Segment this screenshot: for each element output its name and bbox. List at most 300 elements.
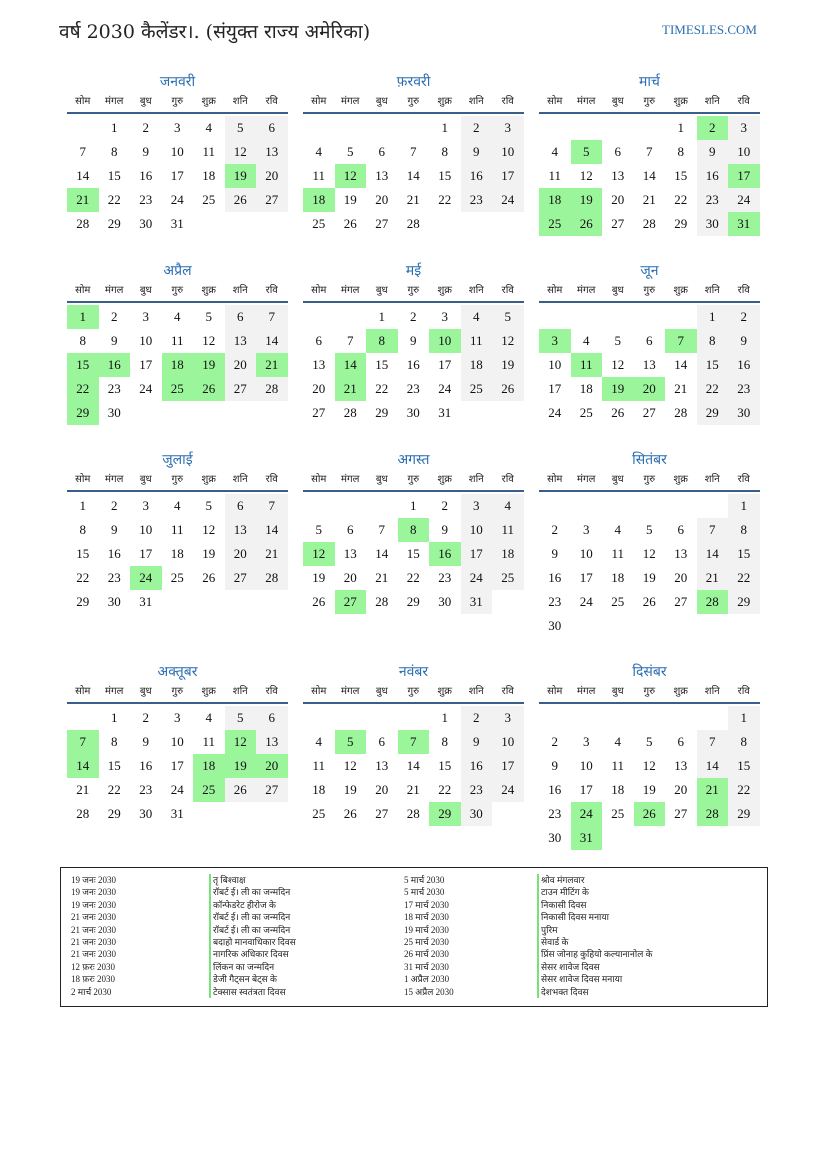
- day-cell[interactable]: 23: [697, 188, 729, 212]
- day-cell[interactable]: 22: [728, 778, 760, 802]
- day-cell[interactable]: 9: [551, 546, 558, 561]
- day-cell[interactable]: 2: [441, 498, 448, 513]
- site-link[interactable]: TIMESLES.COM: [662, 22, 757, 37]
- day-cell[interactable]: 2: [111, 309, 118, 324]
- day-cell[interactable]: 11: [548, 168, 562, 183]
- day-cell[interactable]: 21: [406, 192, 420, 207]
- day-cell[interactable]: 6: [347, 522, 354, 537]
- day-cell[interactable]: 31: [438, 405, 452, 420]
- day-cell[interactable]: 28: [375, 594, 389, 609]
- day-cell[interactable]: 5: [205, 309, 212, 324]
- day-cell[interactable]: 1: [79, 498, 86, 513]
- day-cell[interactable]: 16: [99, 353, 131, 377]
- day-cell[interactable]: 14: [406, 168, 420, 183]
- day-cell[interactable]: 22: [674, 192, 688, 207]
- day-cell[interactable]: 25: [579, 405, 593, 420]
- day-cell[interactable]: 12: [303, 542, 335, 566]
- day-cell[interactable]: 24: [492, 188, 524, 212]
- day-cell[interactable]: 15: [406, 546, 420, 561]
- day-cell[interactable]: 21: [697, 566, 729, 590]
- day-cell[interactable]: 20: [375, 782, 389, 797]
- day-cell[interactable]: 4: [614, 522, 621, 537]
- day-cell[interactable]: 7: [410, 144, 417, 159]
- day-cell[interactable]: 17: [170, 168, 184, 183]
- day-cell[interactable]: 29: [406, 594, 420, 609]
- day-cell[interactable]: 15: [107, 168, 121, 183]
- day-cell[interactable]: 16: [429, 542, 461, 566]
- day-cell[interactable]: 3: [142, 498, 149, 513]
- day-cell[interactable]: 25: [461, 377, 493, 401]
- day-cell[interactable]: 11: [202, 734, 216, 749]
- day-cell[interactable]: 18: [579, 381, 593, 396]
- day-cell[interactable]: 13: [375, 168, 389, 183]
- day-cell[interactable]: 7: [347, 333, 354, 348]
- day-cell[interactable]: 4: [205, 710, 212, 725]
- day-cell[interactable]: 3: [142, 309, 149, 324]
- day-cell[interactable]: 8: [697, 329, 729, 353]
- day-cell[interactable]: 9: [697, 140, 729, 164]
- day-cell[interactable]: 28: [343, 405, 357, 420]
- day-cell[interactable]: 5: [225, 706, 257, 730]
- day-cell[interactable]: 18: [312, 782, 326, 797]
- day-cell[interactable]: 7: [697, 730, 729, 754]
- day-cell[interactable]: 10: [548, 357, 562, 372]
- day-cell[interactable]: 2: [551, 522, 558, 537]
- day-cell[interactable]: 6: [315, 333, 322, 348]
- day-cell[interactable]: 7: [256, 494, 288, 518]
- day-cell[interactable]: 31: [170, 806, 184, 821]
- day-cell[interactable]: 26: [642, 594, 656, 609]
- day-cell[interactable]: 12: [335, 164, 367, 188]
- day-cell[interactable]: 17: [492, 164, 524, 188]
- day-cell[interactable]: 14: [697, 542, 729, 566]
- day-cell[interactable]: 16: [728, 353, 760, 377]
- day-cell[interactable]: 19: [642, 570, 656, 585]
- day-cell[interactable]: 8: [79, 333, 86, 348]
- day-cell[interactable]: 12: [202, 333, 216, 348]
- day-cell[interactable]: 27: [375, 806, 389, 821]
- day-cell[interactable]: 30: [139, 216, 153, 231]
- day-cell[interactable]: 29: [674, 216, 688, 231]
- day-cell[interactable]: 11: [312, 168, 326, 183]
- day-cell[interactable]: 18: [202, 168, 216, 183]
- day-cell[interactable]: 27: [256, 188, 288, 212]
- day-cell[interactable]: 8: [441, 734, 448, 749]
- day-cell[interactable]: 25: [611, 806, 625, 821]
- day-cell[interactable]: 13: [225, 518, 257, 542]
- day-cell[interactable]: 26: [343, 806, 357, 821]
- day-cell[interactable]: 22: [67, 377, 99, 401]
- day-cell[interactable]: 6: [256, 116, 288, 140]
- day-cell[interactable]: 7: [79, 144, 86, 159]
- day-cell[interactable]: 7: [378, 522, 385, 537]
- day-cell[interactable]: 9: [111, 522, 118, 537]
- day-cell[interactable]: 11: [611, 546, 625, 561]
- day-cell[interactable]: 7: [665, 329, 697, 353]
- day-cell[interactable]: 20: [375, 192, 389, 207]
- day-cell[interactable]: 1: [441, 120, 448, 135]
- day-cell[interactable]: 24: [130, 566, 162, 590]
- day-cell[interactable]: 24: [438, 381, 452, 396]
- day-cell[interactable]: 6: [614, 144, 621, 159]
- day-cell[interactable]: 30: [139, 806, 153, 821]
- day-cell[interactable]: 22: [438, 192, 452, 207]
- day-cell[interactable]: 10: [139, 522, 153, 537]
- day-cell[interactable]: 3: [728, 116, 760, 140]
- day-cell[interactable]: 19: [343, 782, 357, 797]
- day-cell[interactable]: 6: [646, 333, 653, 348]
- day-cell[interactable]: 13: [256, 140, 288, 164]
- day-cell[interactable]: 28: [697, 802, 729, 826]
- day-cell[interactable]: 5: [315, 522, 322, 537]
- day-cell[interactable]: 23: [438, 570, 452, 585]
- day-cell[interactable]: 19: [312, 570, 326, 585]
- day-cell[interactable]: 2: [142, 120, 149, 135]
- day-cell[interactable]: 22: [697, 377, 729, 401]
- day-cell[interactable]: 26: [202, 570, 216, 585]
- day-cell[interactable]: 12: [642, 758, 656, 773]
- day-cell[interactable]: 8: [111, 734, 118, 749]
- day-cell[interactable]: 10: [579, 758, 593, 773]
- day-cell[interactable]: 1: [728, 494, 760, 518]
- day-cell[interactable]: 11: [611, 758, 625, 773]
- day-cell[interactable]: 4: [492, 494, 524, 518]
- day-cell[interactable]: 1: [697, 305, 729, 329]
- day-cell[interactable]: 8: [728, 518, 760, 542]
- day-cell[interactable]: 29: [375, 405, 389, 420]
- day-cell[interactable]: 14: [256, 518, 288, 542]
- day-cell[interactable]: 1: [728, 706, 760, 730]
- day-cell[interactable]: 5: [347, 144, 354, 159]
- day-cell[interactable]: 26: [492, 377, 524, 401]
- day-cell[interactable]: 5: [646, 522, 653, 537]
- day-cell[interactable]: 1: [441, 710, 448, 725]
- day-cell[interactable]: 15: [728, 542, 760, 566]
- day-cell[interactable]: 23: [461, 778, 493, 802]
- day-cell[interactable]: 30: [548, 618, 562, 633]
- day-cell[interactable]: 19: [202, 546, 216, 561]
- day-cell[interactable]: 23: [139, 782, 153, 797]
- day-cell[interactable]: 29: [429, 802, 461, 826]
- day-cell[interactable]: 24: [579, 594, 593, 609]
- day-cell[interactable]: 27: [312, 405, 326, 420]
- day-cell[interactable]: 21: [375, 570, 389, 585]
- day-cell[interactable]: 16: [697, 164, 729, 188]
- day-cell[interactable]: 2: [410, 309, 417, 324]
- day-cell[interactable]: 21: [335, 377, 367, 401]
- day-cell[interactable]: 24: [492, 778, 524, 802]
- day-cell[interactable]: 17: [139, 546, 153, 561]
- day-cell[interactable]: 11: [571, 353, 603, 377]
- day-cell[interactable]: 20: [256, 754, 288, 778]
- day-cell[interactable]: 25: [492, 566, 524, 590]
- day-cell[interactable]: 7: [697, 518, 729, 542]
- day-cell[interactable]: 18: [492, 542, 524, 566]
- day-cell[interactable]: 22: [728, 566, 760, 590]
- day-cell[interactable]: 14: [674, 357, 688, 372]
- day-cell[interactable]: 16: [107, 546, 121, 561]
- day-cell[interactable]: 4: [583, 333, 590, 348]
- day-cell[interactable]: 23: [139, 192, 153, 207]
- day-cell[interactable]: 28: [406, 806, 420, 821]
- day-cell[interactable]: 2: [461, 706, 493, 730]
- day-cell[interactable]: 28: [406, 216, 420, 231]
- day-cell[interactable]: 18: [170, 546, 184, 561]
- day-cell[interactable]: 23: [548, 806, 562, 821]
- day-cell[interactable]: 6: [256, 706, 288, 730]
- day-cell[interactable]: 4: [205, 120, 212, 135]
- day-cell[interactable]: 17: [461, 542, 493, 566]
- day-cell[interactable]: 28: [642, 216, 656, 231]
- day-cell[interactable]: 8: [728, 730, 760, 754]
- day-cell[interactable]: 29: [697, 401, 729, 425]
- day-cell[interactable]: 23: [728, 377, 760, 401]
- day-cell[interactable]: 29: [107, 216, 121, 231]
- day-cell[interactable]: 2: [111, 498, 118, 513]
- day-cell[interactable]: 8: [677, 144, 684, 159]
- day-cell[interactable]: 24: [170, 192, 184, 207]
- day-cell[interactable]: 11: [170, 522, 184, 537]
- day-cell[interactable]: 21: [67, 188, 99, 212]
- day-cell[interactable]: 28: [697, 590, 729, 614]
- day-cell[interactable]: 9: [142, 144, 149, 159]
- day-cell[interactable]: 26: [312, 594, 326, 609]
- day-cell[interactable]: 9: [410, 333, 417, 348]
- day-cell[interactable]: 2: [551, 734, 558, 749]
- day-cell[interactable]: 10: [492, 730, 524, 754]
- day-cell[interactable]: 29: [67, 401, 99, 425]
- day-cell[interactable]: 13: [343, 546, 357, 561]
- day-cell[interactable]: 3: [441, 309, 448, 324]
- day-cell[interactable]: 25: [611, 594, 625, 609]
- day-cell[interactable]: 15: [438, 758, 452, 773]
- day-cell[interactable]: 28: [256, 566, 288, 590]
- day-cell[interactable]: 27: [225, 377, 257, 401]
- day-cell[interactable]: 1: [111, 710, 118, 725]
- day-cell[interactable]: 2: [728, 305, 760, 329]
- day-cell[interactable]: 18: [539, 188, 571, 212]
- day-cell[interactable]: 25: [193, 778, 225, 802]
- day-cell[interactable]: 7: [398, 730, 430, 754]
- day-cell[interactable]: 16: [139, 758, 153, 773]
- day-cell[interactable]: 30: [461, 802, 493, 826]
- day-cell[interactable]: 14: [642, 168, 656, 183]
- day-cell[interactable]: 10: [492, 140, 524, 164]
- day-cell[interactable]: 3: [461, 494, 493, 518]
- day-cell[interactable]: 22: [406, 570, 420, 585]
- day-cell[interactable]: 29: [107, 806, 121, 821]
- day-cell[interactable]: 24: [461, 566, 493, 590]
- day-cell[interactable]: 30: [107, 594, 121, 609]
- day-cell[interactable]: 24: [548, 405, 562, 420]
- day-cell[interactable]: 11: [170, 333, 184, 348]
- day-cell[interactable]: 4: [614, 734, 621, 749]
- day-cell[interactable]: 21: [697, 778, 729, 802]
- day-cell[interactable]: 17: [728, 164, 760, 188]
- day-cell[interactable]: 4: [315, 144, 322, 159]
- day-cell[interactable]: 31: [461, 590, 493, 614]
- day-cell[interactable]: 5: [205, 498, 212, 513]
- day-cell[interactable]: 9: [461, 730, 493, 754]
- day-cell[interactable]: 1: [677, 120, 684, 135]
- day-cell[interactable]: 6: [378, 144, 385, 159]
- day-cell[interactable]: 19: [193, 353, 225, 377]
- day-cell[interactable]: 17: [139, 357, 153, 372]
- day-cell[interactable]: 3: [539, 329, 571, 353]
- day-cell[interactable]: 9: [441, 522, 448, 537]
- day-cell[interactable]: 30: [728, 401, 760, 425]
- day-cell[interactable]: 16: [548, 782, 562, 797]
- day-cell[interactable]: 20: [225, 542, 257, 566]
- day-cell[interactable]: 23: [461, 188, 493, 212]
- day-cell[interactable]: 27: [335, 590, 367, 614]
- day-cell[interactable]: 13: [225, 329, 257, 353]
- day-cell[interactable]: 19: [492, 353, 524, 377]
- day-cell[interactable]: 15: [107, 758, 121, 773]
- day-cell[interactable]: 7: [646, 144, 653, 159]
- day-cell[interactable]: 6: [225, 494, 257, 518]
- day-cell[interactable]: 18: [611, 570, 625, 585]
- day-cell[interactable]: 13: [674, 758, 688, 773]
- day-cell[interactable]: 8: [398, 518, 430, 542]
- day-cell[interactable]: 27: [611, 216, 625, 231]
- day-cell[interactable]: 12: [343, 758, 357, 773]
- day-cell[interactable]: 4: [174, 498, 181, 513]
- day-cell[interactable]: 31: [170, 216, 184, 231]
- day-cell[interactable]: 13: [611, 168, 625, 183]
- day-cell[interactable]: 31: [728, 212, 760, 236]
- day-cell[interactable]: 2: [461, 116, 493, 140]
- day-cell[interactable]: 12: [579, 168, 593, 183]
- day-cell[interactable]: 20: [312, 381, 326, 396]
- day-cell[interactable]: 27: [674, 594, 688, 609]
- day-cell[interactable]: 17: [548, 381, 562, 396]
- day-cell[interactable]: 10: [170, 734, 184, 749]
- day-cell[interactable]: 9: [111, 333, 118, 348]
- day-cell[interactable]: 30: [697, 212, 729, 236]
- day-cell[interactable]: 2: [142, 710, 149, 725]
- day-cell[interactable]: 14: [406, 758, 420, 773]
- day-cell[interactable]: 16: [406, 357, 420, 372]
- day-cell[interactable]: 25: [162, 377, 194, 401]
- day-cell[interactable]: 10: [461, 518, 493, 542]
- day-cell[interactable]: 5: [646, 734, 653, 749]
- day-cell[interactable]: 8: [441, 144, 448, 159]
- day-cell[interactable]: 5: [492, 305, 524, 329]
- day-cell[interactable]: 25: [312, 806, 326, 821]
- day-cell[interactable]: 18: [303, 188, 335, 212]
- day-cell[interactable]: 6: [378, 734, 385, 749]
- day-cell[interactable]: 13: [375, 758, 389, 773]
- day-cell[interactable]: 24: [170, 782, 184, 797]
- day-cell[interactable]: 20: [225, 353, 257, 377]
- day-cell[interactable]: 12: [492, 329, 524, 353]
- day-cell[interactable]: 31: [571, 826, 603, 850]
- day-cell[interactable]: 28: [76, 216, 90, 231]
- day-cell[interactable]: 28: [674, 405, 688, 420]
- day-cell[interactable]: 1: [410, 498, 417, 513]
- day-cell[interactable]: 21: [256, 542, 288, 566]
- day-cell[interactable]: 3: [174, 710, 181, 725]
- day-cell[interactable]: 20: [256, 164, 288, 188]
- day-cell[interactable]: 28: [76, 806, 90, 821]
- day-cell[interactable]: 31: [139, 594, 153, 609]
- day-cell[interactable]: 17: [492, 754, 524, 778]
- day-cell[interactable]: 26: [634, 802, 666, 826]
- day-cell[interactable]: 18: [193, 754, 225, 778]
- day-cell[interactable]: 16: [139, 168, 153, 183]
- day-cell[interactable]: 14: [375, 546, 389, 561]
- day-cell[interactable]: 8: [111, 144, 118, 159]
- day-cell[interactable]: 24: [728, 188, 760, 212]
- day-cell[interactable]: 21: [642, 192, 656, 207]
- day-cell[interactable]: 23: [406, 381, 420, 396]
- day-cell[interactable]: 30: [406, 405, 420, 420]
- day-cell[interactable]: 19: [571, 188, 603, 212]
- day-cell[interactable]: 3: [492, 706, 524, 730]
- day-cell[interactable]: 19: [225, 164, 257, 188]
- day-cell[interactable]: 15: [67, 353, 99, 377]
- day-cell[interactable]: 16: [461, 754, 493, 778]
- day-cell[interactable]: 17: [438, 357, 452, 372]
- day-cell[interactable]: 22: [438, 782, 452, 797]
- day-cell[interactable]: 17: [579, 570, 593, 585]
- day-cell[interactable]: 30: [438, 594, 452, 609]
- day-cell[interactable]: 15: [728, 754, 760, 778]
- day-cell[interactable]: 25: [539, 212, 571, 236]
- day-cell[interactable]: 15: [674, 168, 688, 183]
- day-cell[interactable]: 4: [315, 734, 322, 749]
- day-cell[interactable]: 20: [674, 782, 688, 797]
- day-cell[interactable]: 14: [76, 168, 90, 183]
- day-cell[interactable]: 2: [697, 116, 729, 140]
- day-cell[interactable]: 7: [256, 305, 288, 329]
- day-cell[interactable]: 26: [225, 188, 257, 212]
- day-cell[interactable]: 5: [571, 140, 603, 164]
- day-cell[interactable]: 25: [312, 216, 326, 231]
- day-cell[interactable]: 10: [170, 144, 184, 159]
- day-cell[interactable]: 20: [611, 192, 625, 207]
- day-cell[interactable]: 9: [461, 140, 493, 164]
- day-cell[interactable]: 11: [202, 144, 216, 159]
- day-cell[interactable]: 9: [142, 734, 149, 749]
- day-cell[interactable]: 5: [614, 333, 621, 348]
- day-cell[interactable]: 15: [438, 168, 452, 183]
- day-cell[interactable]: 29: [728, 802, 760, 826]
- day-cell[interactable]: 26: [193, 377, 225, 401]
- day-cell[interactable]: 14: [335, 353, 367, 377]
- day-cell[interactable]: 18: [611, 782, 625, 797]
- day-cell[interactable]: 23: [548, 594, 562, 609]
- day-cell[interactable]: 14: [256, 329, 288, 353]
- day-cell[interactable]: 23: [107, 570, 121, 585]
- day-cell[interactable]: 22: [76, 570, 90, 585]
- day-cell[interactable]: 19: [642, 782, 656, 797]
- day-cell[interactable]: 14: [67, 754, 99, 778]
- day-cell[interactable]: 5: [335, 730, 367, 754]
- day-cell[interactable]: 20: [634, 377, 666, 401]
- day-cell[interactable]: 12: [611, 357, 625, 372]
- day-cell[interactable]: 12: [202, 522, 216, 537]
- day-cell[interactable]: 18: [162, 353, 194, 377]
- day-cell[interactable]: 12: [642, 546, 656, 561]
- day-cell[interactable]: 28: [256, 377, 288, 401]
- day-cell[interactable]: 8: [366, 329, 398, 353]
- day-cell[interactable]: 29: [728, 590, 760, 614]
- day-cell[interactable]: 7: [67, 730, 99, 754]
- day-cell[interactable]: 27: [642, 405, 656, 420]
- day-cell[interactable]: 1: [67, 305, 99, 329]
